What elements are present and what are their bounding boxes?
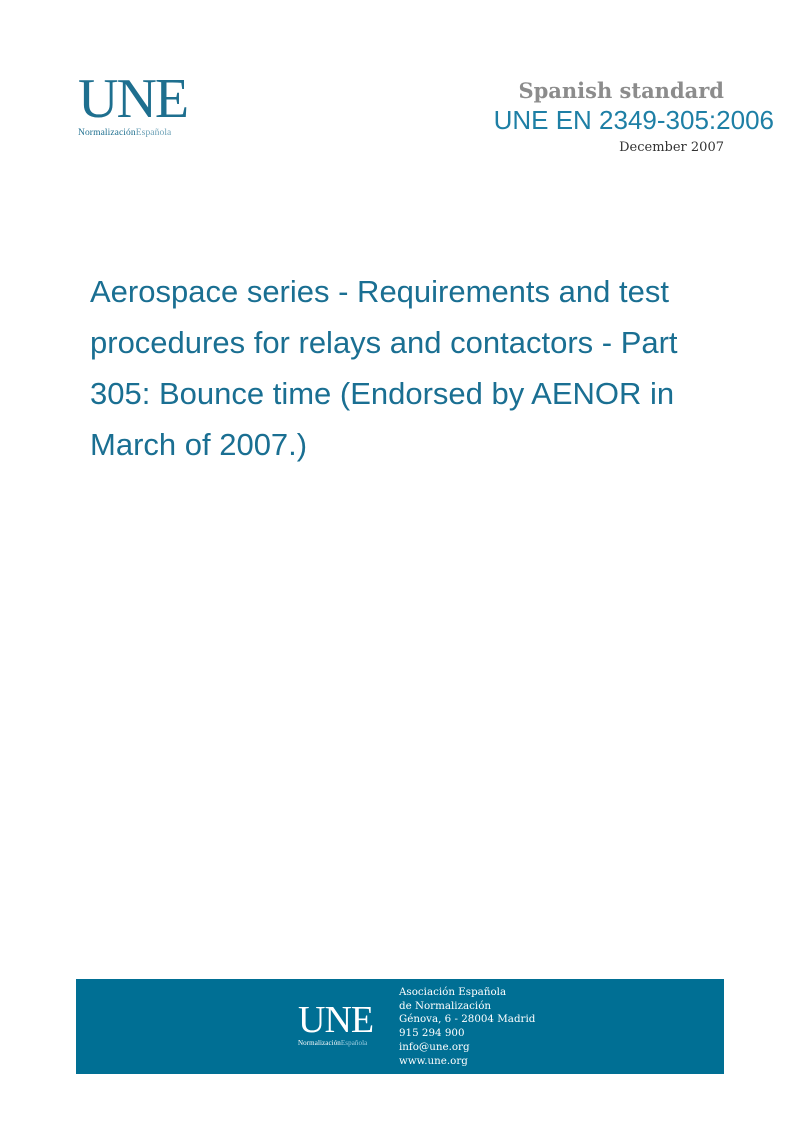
website-link[interactable]: www.une.org — [399, 1054, 468, 1067]
document-header — [493, 78, 774, 155]
document-title: Aerospace series - Requirements and test procedures for relays and contactors - Part 305: Bounce time (Endorsed by AENOR in March of 2007.) — [90, 274, 678, 462]
logo-wordmark: UNE — [78, 68, 188, 130]
une-logo — [78, 68, 218, 138]
logo-tagline — [78, 128, 218, 138]
phone: 915 294 900 — [399, 1027, 465, 1040]
publication-date: December 2007 — [619, 140, 724, 155]
address: Génova, 6 - 28004 Madrid — [399, 1013, 536, 1026]
email-link[interactable]: info@une.org — [399, 1040, 470, 1053]
org-name-line-1: Asociación Española — [399, 986, 507, 998]
document-type: Spanish standard — [518, 78, 724, 103]
logo-tagline-main: Normalización — [78, 128, 136, 138]
logo-tagline-light: Española — [135, 128, 172, 138]
footer-banner — [76, 979, 724, 1074]
footer-logo-tagline — [298, 1039, 388, 1047]
footer-logo-tagline-main: Normalización — [298, 1039, 341, 1047]
standard-code: UNE EN 2349-305:2006 — [493, 105, 774, 135]
footer-logo — [298, 999, 388, 1047]
org-name-line-2: de Normalización — [399, 999, 492, 1012]
contact-info — [399, 986, 535, 1068]
footer-logo-wordmark: UNE — [298, 999, 374, 1041]
footer-logo-tagline-light: Española — [340, 1039, 368, 1047]
